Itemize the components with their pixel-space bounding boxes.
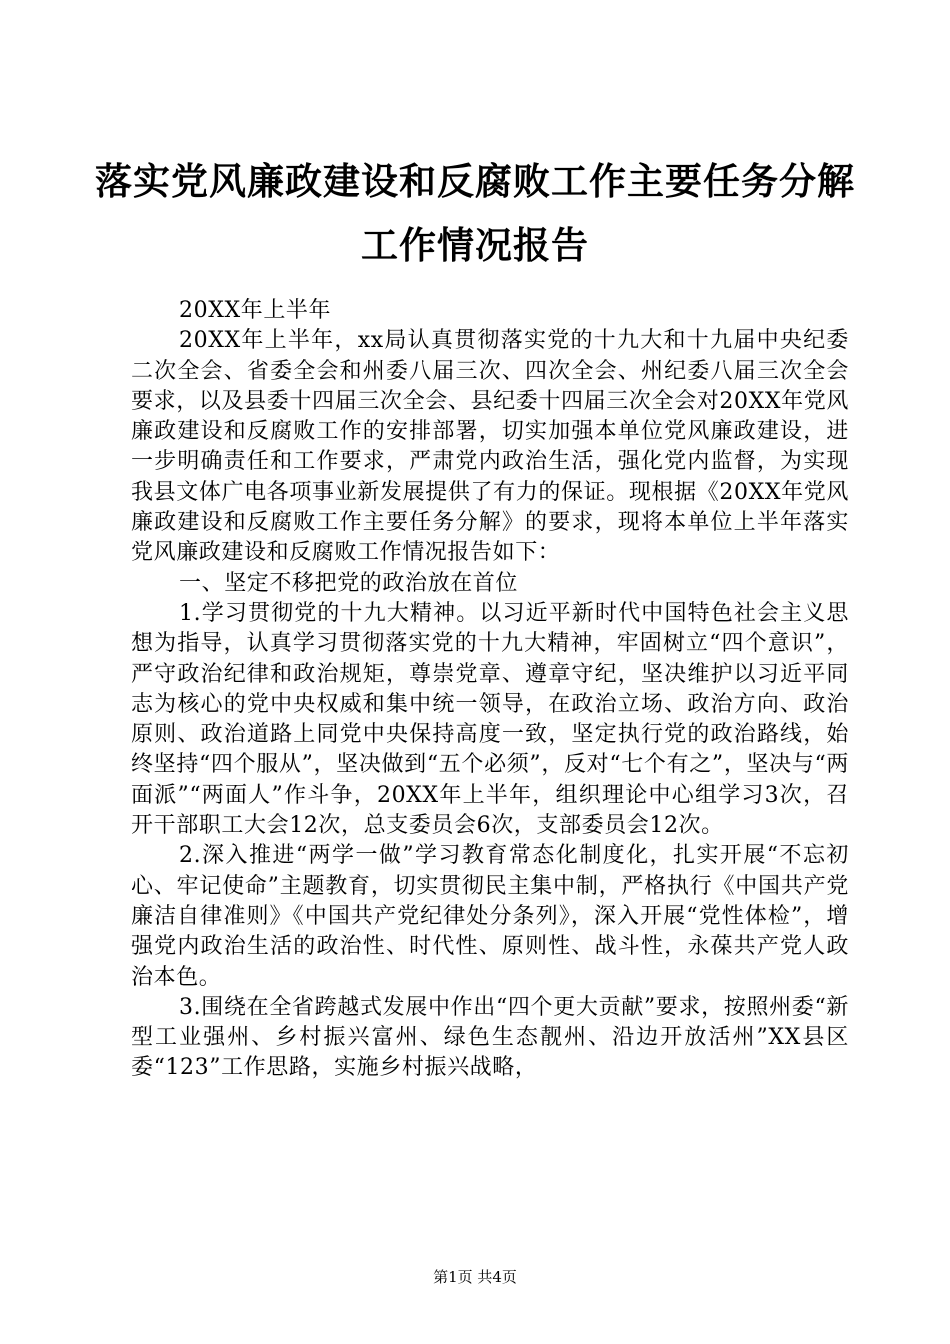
paragraph-item-2: 2.深入推进“两学一做”学习教育常态化制度化，扎实开展“不忘初心、牢记使命”主题教育，切实贯彻民主集中制，严格执行《中国共产党廉洁自律准则》《中国共产党纪律处分条列》，深入开展“党性体检”，增强党内政治生活的政治性、时代性、原则性、战斗性，永葆共产党人政治本色。 [131, 843, 849, 990]
paragraph-intro: 20XX年上半年，xx局认真贯彻落实党的十九大和十九届中央纪委二次全会、省委全会和州委八届三次、四次全会、州纪委八届三次全会要求，以及县委十四届三次全会、县纪委十四届三次全会对20XX年党风廉政建设和反腐败工作的安排部署，切实加强本单位党风廉政建设，进一步明确责任和工作要求，严肃党内政治生活，强化党内监督，为实现我县文体广电各项事业新发展提供了有力的保证。现根据《20XX年党风廉政建设和反腐败工作主要任务分解》的要求，现将本单位上半年落实党风廉政建设和反腐败工作情况报告如下： [131, 328, 849, 566]
page-number-footer: 第1页 共4页 [433, 1268, 517, 1286]
date-line: 20XX年上半年 [179, 298, 332, 323]
document-title-line-1: 落实党风廉政建设和反腐败工作主要任务分解 [95, 160, 855, 203]
document-body [131, 296, 849, 1084]
paragraph-item-1: 1.学习贯彻党的十九大精神。以习近平新时代中国特色社会主义思想为指导，认真学习贯彻落实党的十九大精神，牢固树立“四个意识”，严守政治纪律和政治规矩，尊崇党章、遵章守纪，坚决维护以习近平同志为核心的党中央权威和集中统一领导，在政治立场、政治方向、政治原则、政治道路上同党中央保持高度一致，坚定执行党的政治路线，始终坚持“四个服从”，坚决做到“五个必须”，反对“七个有之”，坚决与“两面派”“两面人”作斗争，20XX年上半年，组织理论中心组学习3次，召开干部职工大会12次，总支委员会6次，支部委员会12次。 [131, 600, 849, 839]
paragraph-item-3: 3.围绕在全省跨越式发展中作出“四个更大贡献”要求，按照州委“新型工业强州、乡村振兴富州、绿色生态靓州、沿边开放活州”XX县区委“123”工作思路，实施乡村振兴战略， [131, 994, 849, 1081]
document-title-line-2: 工作情况报告 [361, 224, 589, 267]
section-heading-1: 一、坚定不移把党的政治放在首位 [179, 570, 519, 596]
